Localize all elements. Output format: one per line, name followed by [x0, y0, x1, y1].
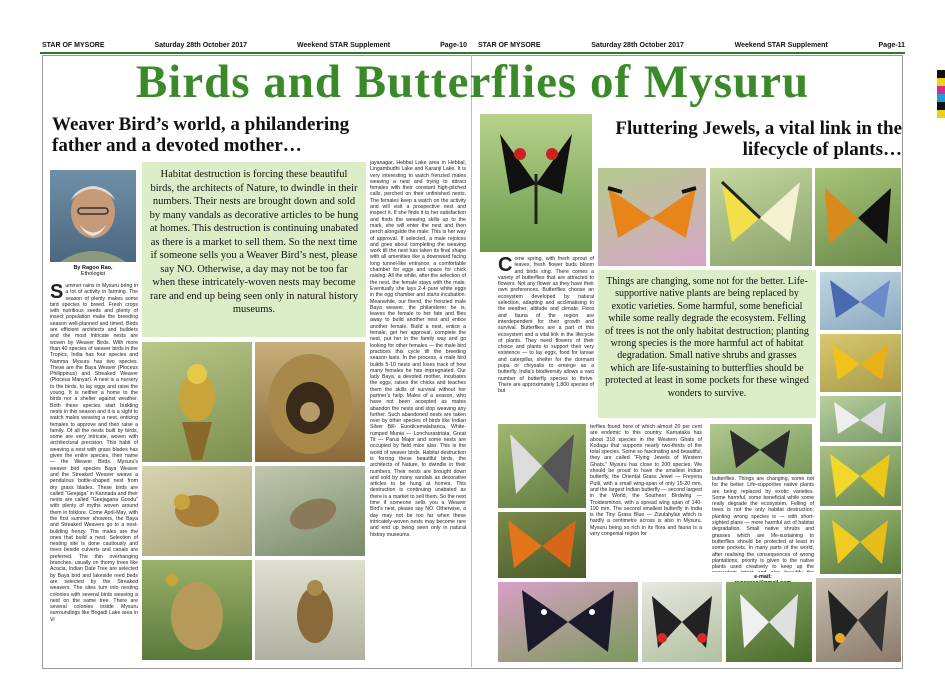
crow-butterfly-photo [498, 582, 638, 662]
right-date: Saturday 28th October 2017 [591, 41, 684, 49]
left-article-col1 [50, 283, 138, 660]
right-article-col2: terflies found here of which almost 20 per cent are endemic to this country. Karnataka has about 318 species in the Western Ghats of Kodagu that supports nearly two-thirds of the total species. Some so fascinating and beautiful, they are called “Flying Jewels of Western Ghats.” Mysuru has close to 200 species. We should be proud to have the smallest Indian butterfly, the Oriental Grass Jewel — Freyeria Putli, with a small wing-span of only 15-20 mm, and the largest Indian butterfly — second largest in the World, the Southern Birdwing — Troidesminos, with a spread wing span of 140-190 mm. The second smallest butterfly in India is the Tiny Grass Blue — Zizulahylax which is hardly a centimetre across is also in Mysuru. Mysuru being so rich in its flora and fauna is a very congenial region for [590, 424, 702, 538]
left-pull-quote: Habitat destruction is forcing these beautiful birds, the architects of Nature, to dwindle in their numbers. Their nests are brought down and sold by many vandals as decorative articles to be hung at homes. This destruction is continuing unabated as there is a market to sell them. So the next time if someone sells you a Weaver Bird’s nest, please say NO. Otherwise, a day may not be too far when these intricately-woven nests may become rare and end up being seen only in natural history museums. [142, 162, 366, 337]
left-date: Saturday 28th October 2017 [154, 41, 248, 49]
left-headline: Weaver Bird’s world, a philandering father and a devoted mother… [52, 114, 350, 156]
butterfly-photo-bottom [726, 582, 812, 662]
right-paper-name: STAR OF MYSORE [478, 41, 541, 49]
yellow-butterfly-photo-2 [820, 446, 901, 506]
jezebel-butterfly-photo [710, 168, 812, 266]
left-paper-name: STAR OF MYSORE [42, 41, 105, 49]
page-gutter [471, 55, 472, 667]
right-supplement: Weekend STAR Supplement [734, 41, 828, 49]
tawny-coster-butterfly-photo [498, 512, 586, 578]
butterfly-photo-mid [710, 424, 812, 474]
weaver-nest-colony-photo [142, 560, 252, 660]
header-rule [40, 52, 905, 54]
white-butterfly-photo [820, 396, 901, 442]
right-pull-quote: Things are changing, some not for the better. Life-supportive native plants are being replaced by exotic varieties. Some harmful, some beneficial while some really degrade the ecosystem. Felling of trees is not the only habitat destruction; planting wrong species is the more harmful act of habitat degradation. Small native shrubs and grasses which are life-sustaining to butterflies should be protected at least in some pockets for these winged wonders to survive. [598, 270, 816, 418]
rose-butterfly-photo [642, 582, 722, 662]
right-article-col1 [498, 256, 594, 422]
left-article-col3: jayanagar, Hebbal Lake area in Hebbal, Lingambudhi Lake and Karanji Lake. It is very interesting to watch frenzied males weaving a nest and trying to attract females with their constant high-pitched calls, perched on their unfinished nests. The females keep a watch on the activity and will visit a prospective nest and inspect it. If she finds it to her satisfaction and finds the weaving skills up to the mark, she will enter the nest and then perch alongside the male. This is her way of approval. If selected, a male rejoices and goes about completing the weaving work till the nest has taken its final shape with all amenities like a downward facing long tunnel-like entrance, a comfortable chamber for eggs and space for chick raising. All the while, after the selection of the nest, the female stays with the male. Eventually she lays 2-4 pure white eggs in the egg chamber and starts incubation. Meanwhile, our friend, the frenzied male Baya weaver, the philanderer he is, leaves the female to her fate and flies away to build another nest and entice another female. Build a nest, entice a female, get her approval, complete the nest, put her in the family way and go looking for other females — the male bird practices this cycle till the breeding season lasts. In the process, a male bird builds 5-10 nests and loses track of how many females he has impregnated. Our lady Baya, a devoted mother, incubates the eggs, raises the chicks and teaches them the skills of survival without her partner’s help. Males of a season, who have not been accepted as mates abandon the nests and stop weaving any further. Such abandoned nests are taken over by other species of birds like Indian Silver Bill- Euodicemalabarica, White-rumped Munia — Lonchurastriata, Great Tit — Parus Major and some nests are occupied by field mice also. This is the world of weaver birds. Habitat destruction is forcing these beautiful birds, the architects of Nature, to dwindle in their numbers. Their nests are brought down and sold by many vandals as decorative articles to be hung at homes. This destruction is continuing unabated as there is a market to sell them. So the next time if someone sells you a Weaver Bird’s nest, please say NO. Otherwise, a day may not be too far when these intricately-woven nests may become rare and end up being seen only in natural history museums. [370, 160, 466, 538]
byline-title: Ethologist [80, 271, 106, 277]
color-registration-bar [937, 70, 945, 118]
right-page-header [478, 38, 905, 52]
blue-butterfly-photo [820, 272, 901, 330]
email-label: e-mail: [754, 574, 772, 580]
yellow-butterfly-photo-3 [820, 510, 901, 574]
tiger-butterfly-photo [498, 424, 586, 508]
byline-name: By Ragoo Rao, [73, 265, 113, 271]
weaver-bird-photo-4 [255, 560, 365, 660]
weaver-bird-photo-1 [142, 342, 252, 462]
left-page-header [42, 38, 467, 52]
left-supplement: Weekend STAR Supplement [297, 41, 391, 49]
right-article-col3: butterflies. Things are changing, some not for the better. Life-supportive native plants are being replaced by exotic varieties. Some harmful, some beneficial while some really degrade the ecosystem. Felling of trees is not the only habitat destruction; planting wrong species is — with short-sighted plans — more harmful act of habitat degradation. Small native shrubs and grasses which are life-sustaining to butterflies should be protected at least in some pockets. In many parts of the world, after realising the consequences of wrong plantations, priority is given to the native plants used creatively to keep up the [712, 476, 814, 571]
swallowtail-butterfly-photo [816, 578, 901, 662]
left-col1-text: ummer rains in Mysuru bring in a lot of activity in farming. The season of plenty makes some bird species to breed. Fresh crops with nutritious seeds and plenty of insect population make the breeding season well-planned and timed. Birds are efficient architects and builders and the most intricate nests are woven by Weaver Birds. With more than 40 species of weaver birds in the Tropics, India has four species and Namma Mysuru has two species. These are the Baya Weaver (Ploceus Philippinus) and Streaked Weaver (Ploceus Manyar). A nest is a nursery to the birds, to lay eggs and raise the young. It is neither a home to the birds nor a shelter against weather. Both these species start building nests in this season and it is a sight to watch males weaving a nest, enticing females to approve and then raise a family. Of all the nests built by birds, some are very intricate, woven with architectural precision. This habit of weaving a nest with grass blades has given the entire species, their name — the Weaver Birds. Mysuru’s weaver bird species Baya Weaver and the Streaked Weaver weave a pendulous bottle-shaped nest from dry grass blades. These birds are called “Geejaga” in Kannada and their nests are called “Geejagana Goodu” with plenty of myths woven around them in folklore. Come April-May, with the first summer showers, the Baya and Streaked Weavers go to a nest-building frenzy. The males are the ones that build a nest. Selection of nesting site is done cautiously and trees beside culverts and canals are preferred. The thin overhanging branches, usually on thorny trees like Acacia, Indian Date Tree are selected by Baya bird and lakeside reed beds are selected by the Streaked weavers. The sites turn into nesting colonies with several birds weaving a nest on the same tree. There are several colonies inside Mysuru surroundings like Bogadi Lake area in Vi [50, 283, 138, 623]
weaver-bird-photo-2 [142, 466, 252, 556]
butterfly-photo-top-right [815, 168, 901, 266]
byline [50, 265, 136, 277]
weaver-nest-photo [255, 342, 365, 462]
yellow-butterfly-photo-1 [820, 334, 901, 392]
author-photo [50, 170, 136, 262]
right-dropcap: C [498, 256, 513, 276]
left-dropcap: S [50, 283, 64, 303]
right-headline: Fluttering Jewels, a vital link in the lifecycle of plants… [615, 118, 902, 160]
weaver-bird-photo-3 [255, 466, 365, 556]
main-title: Birds and Butterflies of Mysuru [135, 56, 810, 108]
butterfly-photo-1 [480, 114, 592, 252]
right-page-number: Page-11 [878, 41, 905, 49]
plain-tiger-butterfly-photo [598, 168, 706, 266]
right-col1-text: ome spring, with fresh sprout of leaves, fresh flower buds bloom and birds sing. There comes a variety of butterflies that are attracted to flowers. Not any flower as they have their own preferences. Butterflies choose an ecosystem developed by natural selection, adapting and acclimatising to the weather, altitude and climate. Flora and fauna of the region are interdependent for their growth and survival. Butterflies are a part of this ecosystem and a vital link in the lifecycle of plants. They need flowers of their choice and plants to support their very existence — to lay eggs, food for larvae and caterpillar, shelter for the dormant pupa or chrysalis to emerge as a butterfly. India’s biodiversity allows a vast number of butterfly species to thrive. There are approximately 1,800 species of but [498, 256, 594, 395]
left-page-number: Page-10 [440, 41, 467, 49]
